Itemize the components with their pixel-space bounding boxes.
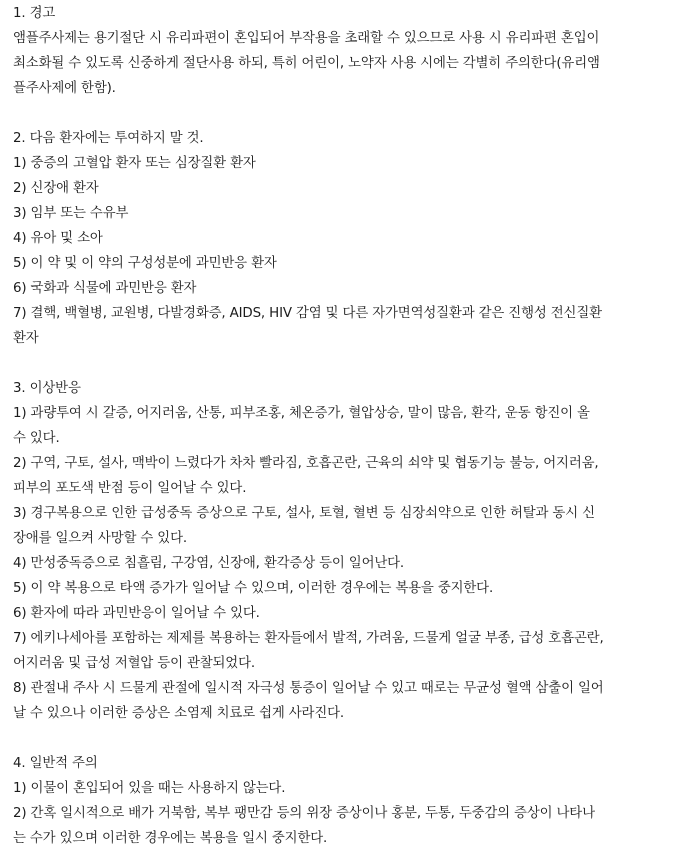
list-item: 2) 간혹 일시적으로 배가 거북함, 복부 팽만감 등의 위장 증상이나 홍분, 두통, 두중감의 증상이 나타나	[13, 806, 595, 821]
paragraph-line: 최소화될 수 있도록 신중하게 절단사용 하되, 특히 어린이, 노약자 사용 시에는 각별히 주의한다(유리앰	[13, 56, 600, 71]
section-spacer	[13, 351, 673, 376]
list-item: 6) 국화과 식물에 과민반응 환자	[13, 281, 197, 296]
list-item: 7) 결핵, 백혈병, 교원병, 다발경화증, AIDS, HIV 감염 및 다른 자가면역성질환과 같은 진행성 전신질환	[13, 306, 602, 321]
list-item: 1) 이물이 혼입되어 있을 때는 사용하지 않는다.	[13, 781, 286, 796]
section-heading: 1. 경고	[13, 6, 56, 21]
list-item-continuation: 날 수 있으나 이러한 증상은 소염제 치료로 쉽게 사라진다.	[13, 706, 345, 721]
section-general-precautions	[13, 751, 673, 851]
list-item: 4) 만성중독증으로 침흘림, 구강염, 신장애, 환각증상 등이 일어난다.	[13, 556, 405, 571]
list-item: 8) 관절내 주사 시 드물게 관절에 일시적 자극성 통증이 일어날 수 있고 때로는 무균성 혈액 삼출이 일어	[13, 681, 604, 696]
section-warning	[13, 1, 673, 101]
document-body	[13, 1, 673, 851]
list-item: 2) 신장애 환자	[13, 181, 99, 196]
list-item: 1) 과량투여 시 갈증, 어지러움, 산통, 피부조홍, 체온증가, 혈압상승, 말이 많음, 환각, 운동 항진이 올	[13, 406, 590, 421]
list-item-continuation: 피부의 포도색 반점 등이 일어날 수 있다.	[13, 481, 247, 496]
list-item-continuation: 수 있다.	[13, 431, 60, 446]
list-item-continuation: 는 수가 있으며 이러한 경우에는 복용을 일시 중지한다.	[13, 831, 328, 846]
list-item-continuation: 장애를 일으켜 사망할 수 있다.	[13, 531, 187, 546]
list-item: 2) 구역, 구토, 설사, 맥박이 느렸다가 차차 빨라짐, 호흡곤란, 근육의 쇠약 및 협동기능 불능, 어지러움,	[13, 456, 599, 471]
list-item: 4) 유아 및 소아	[13, 231, 103, 246]
section-adverse-reactions	[13, 376, 673, 726]
list-item-continuation: 어지러움 및 급성 저혈압 등이 관찰되었다.	[13, 656, 255, 671]
paragraph-line: 플주사제에 한함).	[13, 81, 116, 96]
list-item-continuation: 환자	[13, 331, 39, 346]
list-item: 6) 환자에 따라 과민반응이 일어날 수 있다.	[13, 606, 260, 621]
section-heading: 2. 다음 환자에는 투여하지 말 것.	[13, 131, 204, 146]
section-spacer	[13, 101, 673, 126]
list-item: 5) 이 약 및 이 약의 구성성분에 과민반응 환자	[13, 256, 277, 271]
section-contraindications	[13, 126, 673, 351]
section-heading: 4. 일반적 주의	[13, 756, 98, 771]
list-item: 1) 중증의 고혈압 환자 또는 심장질환 환자	[13, 156, 256, 171]
list-item: 5) 이 약 복용으로 타액 증가가 일어날 수 있으며, 이러한 경우에는 복용을 중지한다.	[13, 581, 494, 596]
section-heading: 3. 이상반응	[13, 381, 81, 396]
list-item: 3) 경구복용으로 인한 급성중독 증상으로 구토, 설사, 토혈, 혈변 등 심장쇠약으로 인한 허탈과 동시 신	[13, 506, 595, 521]
list-item: 3) 임부 또는 수유부	[13, 206, 129, 221]
paragraph-line: 앰플주사제는 용기절단 시 유리파편이 혼입되어 부작용을 초래할 수 있으므로 사용 시 유리파편 혼입이	[13, 31, 600, 46]
section-spacer	[13, 726, 673, 751]
list-item: 7) 에키나세아를 포함하는 제제를 복용하는 환자들에서 발적, 가려움, 드물게 얼굴 부종, 급성 호흡곤란,	[13, 631, 604, 646]
